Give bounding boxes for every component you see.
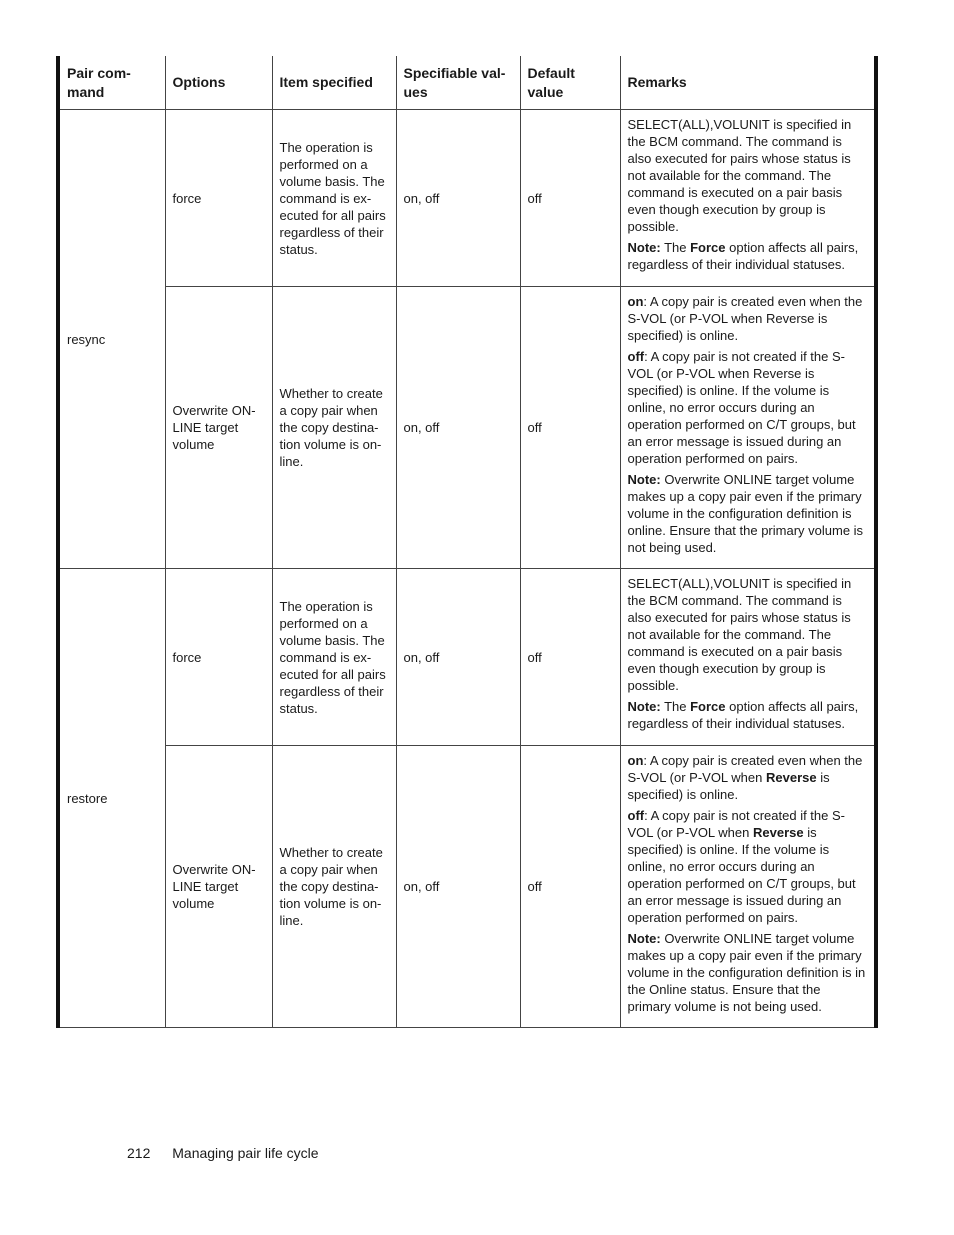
off-label: off — [627, 349, 645, 364]
note-label: Note: — [627, 699, 661, 714]
cell-pair-command: resync — [58, 110, 165, 569]
off-label: off — [627, 808, 645, 823]
cell-pair-command: restore — [58, 569, 165, 1028]
cell-default: off — [520, 746, 620, 1028]
note-post: option affects all pairs, regardless of their individual statuses. — [627, 240, 859, 272]
parameter-table — [56, 56, 878, 1028]
off-pre: : A copy pair is not created if the S-VOL (or P-VOL when — [627, 808, 845, 840]
note-label: Note: — [627, 472, 661, 487]
note-bold: Force — [690, 240, 726, 255]
off-post: is specified) is online. If the volume is online, no error occurs during an operation performed on C/T groups, but an error message is issued during an operation performed on pairs. — [627, 825, 856, 925]
cell-values: on, off — [396, 569, 520, 746]
on-text: : A copy pair is created even when the S-VOL (or P-VOL when Reverse is specified) is online. — [627, 294, 863, 343]
note-post: option affects all pairs, regardless of their individual statuses. — [627, 699, 859, 731]
remark-note — [628, 471, 868, 556]
cell-default: off — [520, 287, 620, 569]
cell-remarks — [620, 746, 876, 1028]
header-options: Options — [165, 56, 272, 110]
note-label: Note: — [627, 931, 661, 946]
header-item-specified: Item specified — [272, 56, 396, 110]
on-bold: Reverse — [765, 770, 817, 785]
header-remarks: Remarks — [620, 56, 876, 110]
cell-option: Overwrite ON-LINE target volume — [165, 746, 272, 1028]
remark-text: SELECT(ALL),VOLUNIT is specified in the BCM command. The command is also executed for pairs whose status is not available for the command. The command is executed on a pair basis even though execution by group is possible. — [627, 117, 852, 234]
section-title: Managing pair life cycle — [172, 1145, 319, 1161]
header-default-value: Default value — [520, 56, 620, 110]
note-label: Note: — [627, 240, 661, 255]
header-pair-command: Pair com- mand — [58, 56, 165, 110]
cell-item: Whether to create a copy pair when the copy destina-tion volume is on-line. — [272, 287, 396, 569]
cell-remarks — [620, 569, 876, 746]
cell-remarks — [620, 110, 876, 287]
table-row — [58, 110, 876, 287]
page-number: 212 — [127, 1145, 151, 1161]
cell-item: Whether to create a copy pair when the copy destina-tion volume is on-line. — [272, 746, 396, 1028]
table-row — [58, 746, 876, 1028]
cell-values: on, off — [396, 287, 520, 569]
remark-on — [628, 752, 868, 803]
remark-off — [628, 807, 868, 926]
cell-values: on, off — [396, 110, 520, 287]
cell-option: force — [165, 110, 272, 287]
on-pre: : A copy pair is created even when the S-VOL (or P-VOL when — [627, 753, 863, 785]
note-text: Overwrite ONLINE target volume makes up a copy pair even if the primary volume in the configuration definition is in the Online status. Ensure that the primary volume is not being used. — [627, 931, 866, 1014]
table-header-row — [58, 56, 876, 110]
cell-item: The operation is performed on a volume basis. The command is ex-ecuted for all pairs regardless of their status. — [272, 110, 396, 287]
cell-values: on, off — [396, 746, 520, 1028]
cell-default: off — [520, 569, 620, 746]
cell-remarks — [620, 287, 876, 569]
cell-item: The operation is performed on a volume basis. The command is ex-ecuted for all pairs regardless of their status. — [272, 569, 396, 746]
on-label: on — [627, 753, 644, 768]
note-pre: The — [660, 240, 691, 255]
remark-note — [628, 930, 868, 1015]
cell-option: force — [165, 569, 272, 746]
on-label: on — [627, 294, 644, 309]
remark-on — [628, 293, 868, 344]
table-row — [58, 287, 876, 569]
remark-note — [628, 239, 868, 273]
cell-default: off — [520, 110, 620, 287]
note-pre: The — [660, 699, 691, 714]
page-footer — [127, 1145, 319, 1161]
on-post: is specified) is online. — [627, 770, 830, 802]
remark-note — [628, 698, 868, 732]
note-bold: Force — [690, 699, 726, 714]
off-bold: Reverse — [752, 825, 804, 840]
remark-text: SELECT(ALL),VOLUNIT is specified in the BCM command. The command is also executed for pairs whose status is not available for the command. The command is executed on a pair basis even though execution by group is possible. — [627, 576, 852, 693]
table-row — [58, 569, 876, 746]
cell-option: Overwrite ON-LINE target volume — [165, 287, 272, 569]
header-specifiable-values: Specifiable val- ues — [396, 56, 520, 110]
off-text: : A copy pair is not created if the S-VOL (or P-VOL when Reverse is specified) is online. If the volume is online, no error occurs during an operation performed on C/T groups, but an error message is issued during an operation performed on pairs. — [627, 349, 856, 466]
note-text: Overwrite ONLINE target volume makes up a copy pair even if the primary volume in the configuration definition is online. Ensure that the primary volume is not being used. — [627, 472, 864, 555]
remark-off — [628, 348, 868, 467]
